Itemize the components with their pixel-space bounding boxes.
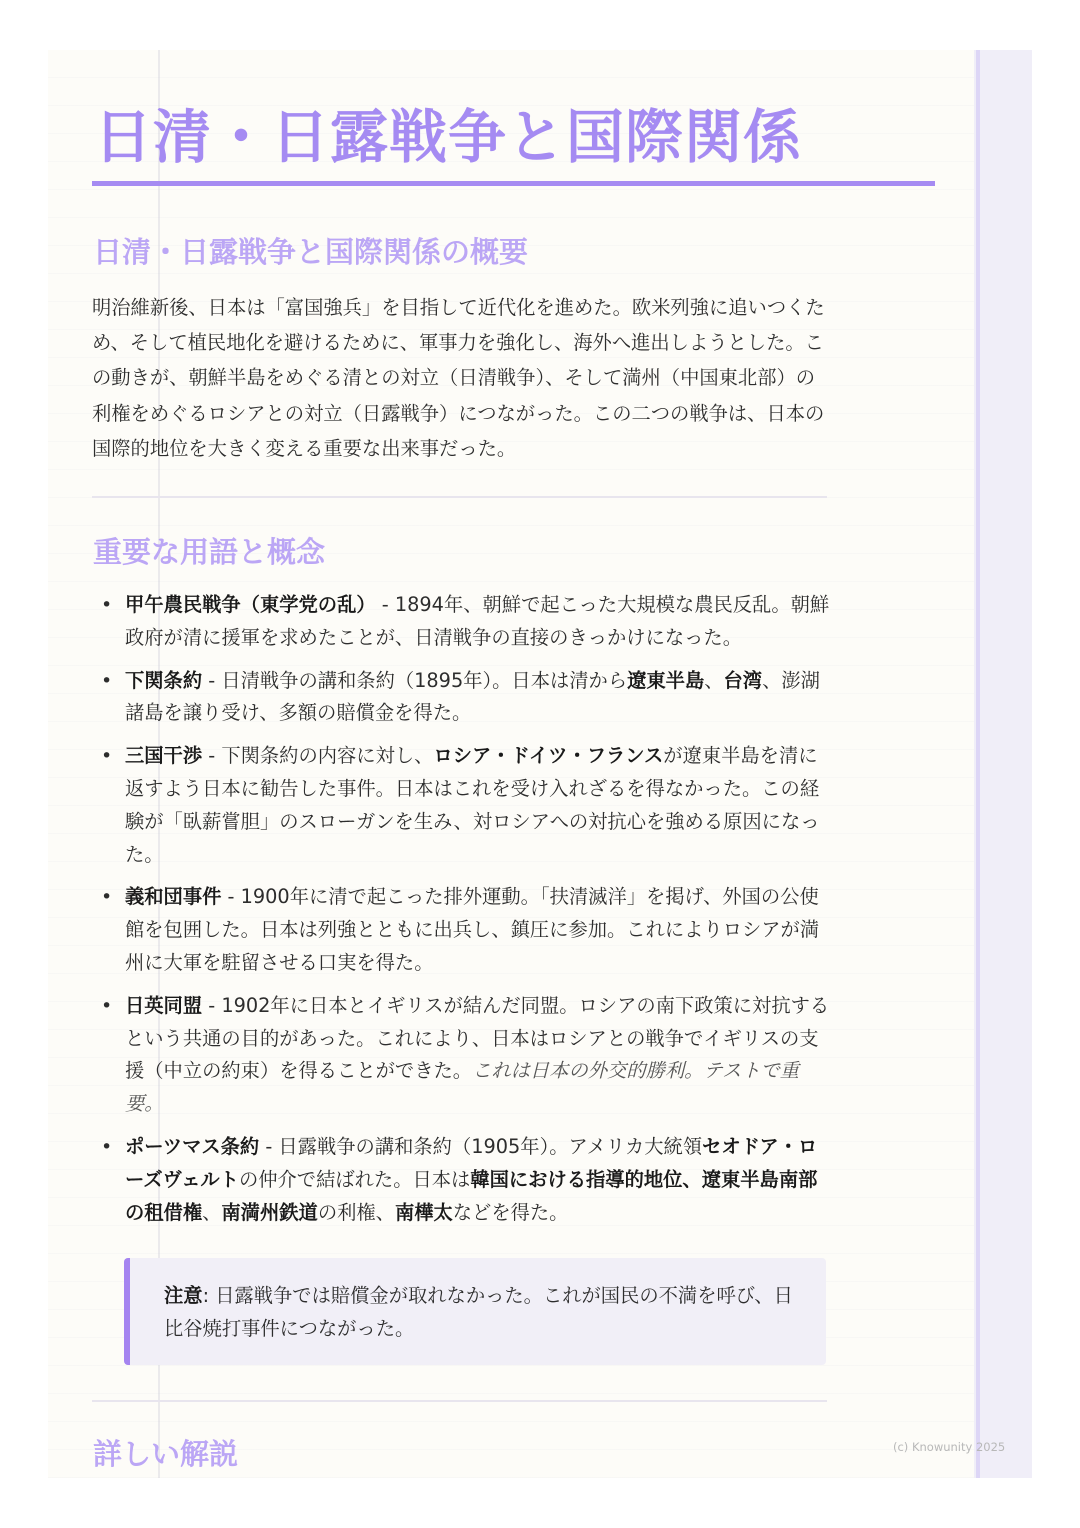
bullet-icon: • [101, 994, 113, 1017]
term-name: 下関条約 [125, 668, 203, 692]
term-name: 甲午農民戦争（東学党の乱） [125, 593, 376, 616]
term-description: などを得た。 [452, 1200, 569, 1224]
term-description: - 日露戦争の講和条約（1905年）。アメリカ大統領 [259, 1134, 703, 1158]
section-divider [92, 496, 827, 498]
term-name: 義和団事件 [125, 885, 222, 909]
italic-note: これは日本の外交的勝利。テストで重要。 [125, 1059, 800, 1116]
list-item [92, 665, 832, 731]
overview-heading: 日清・日露戦争と国際関係の概要 [93, 235, 529, 269]
note-label: 注意 [164, 1284, 203, 1307]
watermark: (c) Knowunity 2025 [893, 1440, 1006, 1454]
page-edge-band [974, 50, 1032, 1478]
title-underline [92, 181, 935, 186]
list-item [92, 881, 832, 979]
bullet-icon: • [101, 669, 113, 692]
list-item [92, 589, 832, 655]
list-item [92, 990, 832, 1121]
list-item [92, 740, 832, 871]
bullet-icon: • [101, 594, 113, 616]
term-name: 三国干渉 [125, 744, 203, 768]
term-description: の利権、 [317, 1200, 395, 1224]
list-item [92, 1131, 832, 1229]
term-description: - 1894年、朝鮮で起こった大規模な農民反乱。朝鮮政府が清に援軍を求めたことが、日清戦争の直接のきっかけになった。 [125, 593, 830, 649]
page-title: 日清・日露戦争と国際関係 [94, 103, 803, 171]
section-divider [92, 1400, 827, 1402]
bullet-icon: • [101, 1135, 113, 1158]
bold-text: 韓国における指導的地位、遼東半島南部の租借権 [125, 1167, 818, 1224]
terms-list [92, 589, 832, 1239]
details-heading: 詳しい解説 [93, 1437, 239, 1471]
bullet-icon: • [101, 745, 113, 768]
term-description: 、 [202, 1200, 222, 1224]
bold-text: 遼東半島 [627, 668, 705, 692]
term-name: 日英同盟 [125, 993, 203, 1017]
term-description: が遼東半島を清に返すよう日本に勧告した事件。日本はこれを受け入れざるを得なかった。この経験が「臥薪嘗胆」のスローガンを生み、対ロシアへの対抗心を強める原因になった。 [125, 744, 820, 866]
overview-paragraph: 明治維新後、日本は「富国強兵」を目指して近代化を進めた。欧米列強に追いつくため、そして植民地化を避けるために、軍事力を強化し、海外へ進出しようとした。この動きが、朝鮮半島をめぐる清との対立（日清戦争）、そして満州（中国東北部）の利権をめぐるロシアとの対立（日露戦争）につながった。この二つの戦争は、日本の国際的地位を大きく変える重要な出来事だった。 [92, 296, 825, 460]
bold-text: ロシア・ドイツ・フランス [433, 744, 664, 768]
term-description: の仲介で結ばれた。日本は [238, 1167, 471, 1191]
bold-text: セオドア・ローズヴェルト [125, 1134, 818, 1191]
page-edge-line [976, 50, 980, 1478]
term-description: - 1902年に日本とイギリスが結んだ同盟。ロシアの南下政策に対抗するという共通の目的があった。これにより、日本はロシアとの戦争でイギリスの支援（中立の約束）を得ることができた。 [125, 993, 830, 1083]
bold-text: 南樺太 [394, 1200, 453, 1224]
term-description: - 下関条約の内容に対し、 [202, 744, 434, 768]
term-description: 、 [704, 668, 724, 692]
document-page [48, 50, 1032, 1478]
note-callout [124, 1258, 826, 1365]
term-name: ポーツマス条約 [125, 1134, 260, 1158]
bullet-icon: • [101, 886, 113, 909]
bold-text: 南満州鉄道 [221, 1200, 318, 1224]
term-description: 、澎湖諸島を譲り受け、多額の賠償金を得た。 [125, 668, 820, 725]
term-description: - 日清戦争の講和条約（1895年）。日本は清から [202, 668, 628, 692]
note-text: : 日露戦争では賠償金が取れなかった。これが国民の不満を呼び、日比谷焼打事件につながった。 [164, 1284, 793, 1340]
bold-text: 台湾 [723, 668, 763, 692]
terms-heading: 重要な用語と概念 [93, 535, 326, 569]
term-description: - 1900年に清で起こった排外運動。「扶清滅洋」を掲げ、外国の公使館を包囲した。日本は列強とともに出兵し、鎮圧に参加。これによりロシアが満州に大軍を駐留させる口実を得た。 [125, 885, 820, 974]
